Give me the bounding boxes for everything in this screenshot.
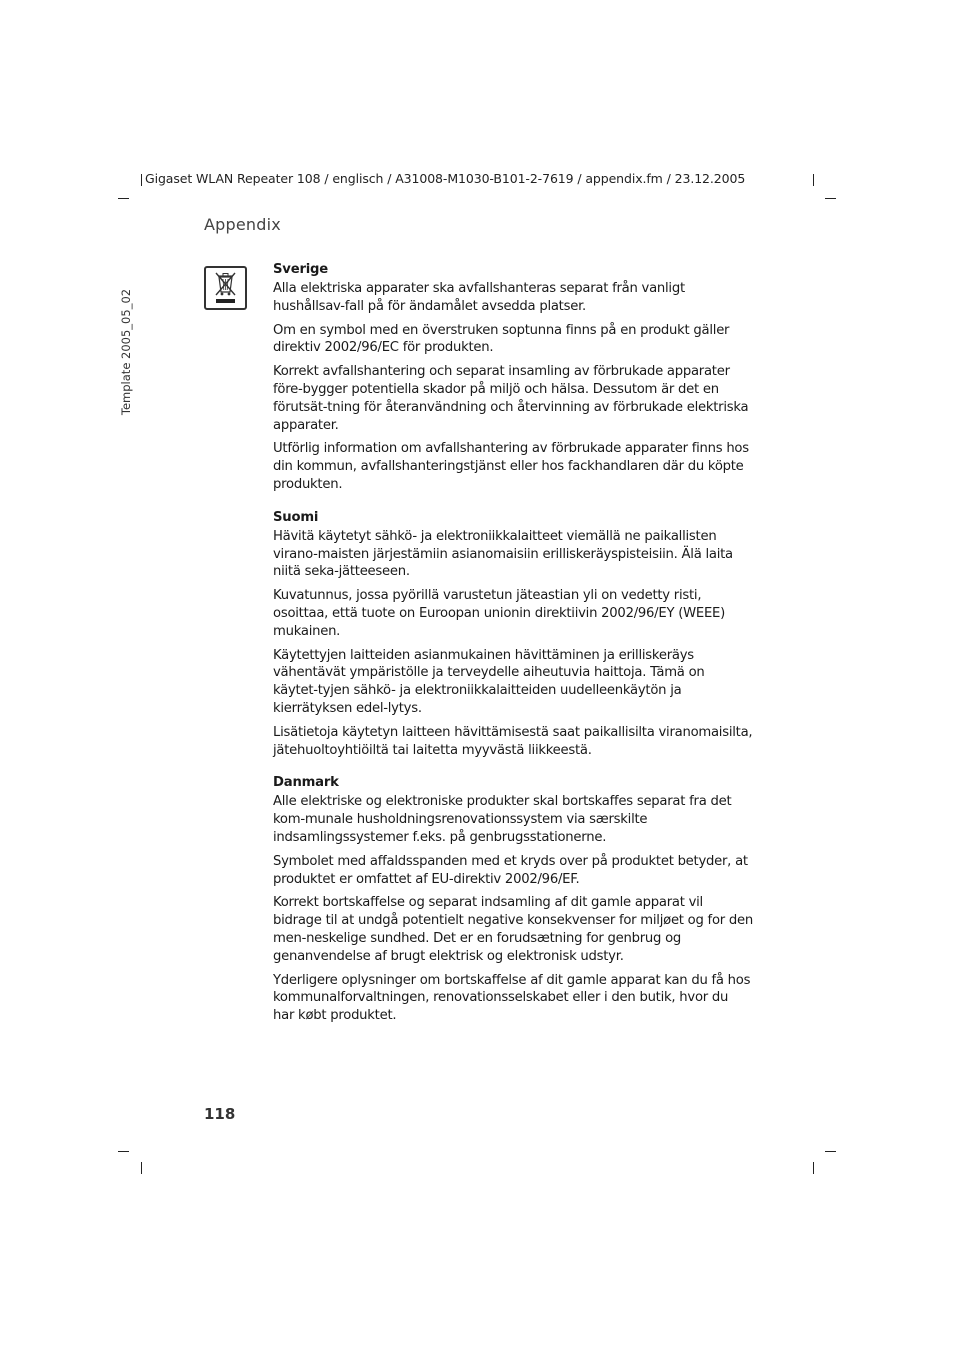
crop-mark: [813, 1162, 814, 1174]
paragraph: Kuvatunnus, jossa pyörillä varustetun jäteastian yli on vedetty risti, osoittaa, että tuote on Euroopan unionin direktiivin 2002/96/EY (WEEE) mukainen.: [273, 588, 726, 639]
crop-mark: [825, 198, 836, 199]
crop-mark: [813, 174, 814, 186]
paragraph: Käytettyjen laitteiden asianmukainen hävittäminen ja erilliskeräys vähentävät ympäristölle ja terveydelle aiheutuvia haittoja. Tämä on käytet-tyjen sähkö- ja elektroniikkalaitteiden uudelleenkäytön ja kierrätyksen edel-lytys.: [273, 647, 705, 716]
section-heading: Danmark: [273, 775, 339, 791]
paragraph: Yderligere oplysninger om bortskaffelse af dit gamle apparat kan du få hos kommunalforvaltningen, renovationsselskabet eller i den butik, hvor du har købt produktet.: [273, 972, 751, 1024]
section-heading: Suomi: [273, 509, 319, 525]
section-heading: Sverige: [273, 262, 329, 277]
paragraph: Lisätietoja käytetyn laitteen hävittämisestä saat paikallisilta viranomaisilta, jätehuoltoyhtiöiltä tai laitetta myyvästä liikkeestä.: [273, 724, 753, 758]
paragraph: Alle elektriske og elektroniske produkter skal bortskaffes separat fra det kom-munale husholdningsrenovationssystem via særskilte indsamlingssystemer f.eks. på genbrugsstationerne.: [273, 794, 732, 845]
header-meta: Gigaset WLAN Repeater 108 / englisch / A31008-M1030-B101-2-7619 / appendix.fm / 23.12.2005: [145, 171, 746, 186]
paragraph: Utförlig information om avfallshantering av förbrukade apparater finns hos din kommun, avfallshanteringstjänst eller hos fackhandlaren där du köpte produkten.: [273, 441, 749, 492]
section-sverige: [273, 260, 753, 494]
weee-crossed-out-bin-icon: [204, 266, 247, 310]
page-number: 118: [204, 1105, 236, 1123]
paragraph: Symbolet med affaldsspanden med et kryds over på produktet betyder, at produktet er omfattet af EU-direktiv 2002/96/EF.: [273, 853, 748, 887]
crop-mark: [141, 1162, 142, 1174]
main-content: [273, 260, 753, 1039]
paragraph: Alla elektriska apparater ska avfallshanteras separat från vanligt hushållsav-fall på för ändamålet avsedda platser.: [273, 281, 685, 314]
crop-mark: [141, 174, 142, 186]
crop-mark: [118, 1151, 129, 1152]
section-suomi: [273, 508, 753, 760]
paragraph: Om en symbol med en överstruken soptunna finns på en produkt gäller direktiv 2002/96/EC för produkten.: [273, 322, 730, 356]
crop-mark: [118, 198, 129, 199]
paragraph: Hävitä käytetyt sähkö- ja elektroniikkalaitteet viemällä ne paikallisten virano-maisten järjestämiin asianomaisiin erilliskeräyspisteisiin. Älä laita niitä seka-jätteeseen.: [273, 528, 733, 580]
crop-mark: [825, 1151, 836, 1152]
side-template-label: Template 2005_05_02: [119, 288, 133, 416]
section-danmark: [273, 773, 753, 1025]
paragraph: Korrekt bortskaffelse og separat indsamling af dit gamle apparat vil bidrage til at undgå potentielt negative konsekvenser for miljøet og for den men-neskelige sundhed. Det er en forudsætning for genbrug og genanvendelse af brugt elektrisk og elektronisk udstyr.: [273, 895, 753, 964]
section-title: Appendix: [204, 215, 281, 234]
paragraph: Korrekt avfallshantering och separat insamling av förbrukade apparater före-bygger potentiella skador på miljö och hälsa. Dessutom är det en förutsät-tning för återanvändning och återvinning av förbrukade elektriska apparater.: [273, 364, 749, 433]
